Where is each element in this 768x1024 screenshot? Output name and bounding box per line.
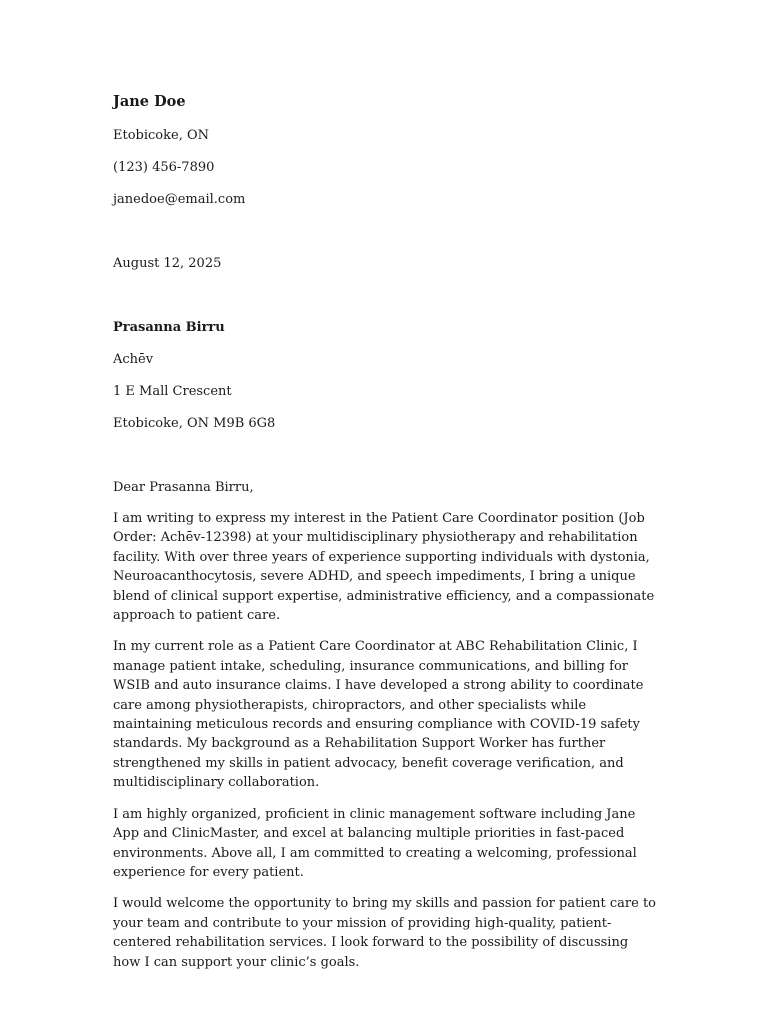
letter-date: August 12, 2025 (113, 256, 222, 271)
recipient-city: Etobicoke, ON M9B 6G8 (113, 416, 276, 431)
body-paragraph: In my current role as a Patient Care Coordinator at ABC Rehabilitation Clinic, I manage patient intake, scheduling, insurance communications, and billing for WSIB and auto insurance claims. I have developed a strong ability to coordinate care among physiotherapists, chiropractors, and other specialists while maintaining meticulous records and ensuring compliance with COVID-19 safety standards. My background as a Rehabilitation Support Worker has further strengthened my skills in patient advocacy, benefit coverage verification, and multidisciplinary collaboration. (113, 639, 644, 791)
sender-block (113, 88, 658, 209)
recipient-block (113, 318, 658, 433)
body-paragraph: I would welcome the opportunity to bring my skills and passion for patient care to your team and contribute to your mission of providing high-quality, patient-centered rehabilitation services. I look forward to the possibility of discussing how I can support your clinic’s goals. (113, 896, 657, 970)
letter-body (113, 509, 658, 972)
body-paragraph: I am writing to express my interest in the Patient Care Coordinator position (Job Order: Achēv-12398) at your multidisciplinary physiotherapy and rehabilitation facility. With over three years of experience supporting individuals with dystonia, Neuroacanthocytosis, severe ADHD, and speech impediments, I bring a unique blend of clinical support expertise, administrative efficiency, and a compassionate approach to patient care. (113, 511, 655, 624)
body-paragraph: I am highly organized, proficient in clinic management software including Jane App and ClinicMaster, and excel at balancing multiple priorities in fast-paced environments. Above all, I am committed to creating a welcoming, professional experience for every patient. (113, 806, 637, 880)
recipient-street: 1 E Mall Crescent (113, 384, 232, 399)
sender-name: Jane Doe (113, 93, 186, 110)
sender-email: janedoe@email.com (113, 192, 246, 207)
salutation: Dear Prasanna Birru, (113, 480, 254, 495)
recipient-organization: Achēv (113, 352, 154, 367)
sender-phone: (123) 456-7890 (113, 160, 215, 175)
sender-city: Etobicoke, ON (113, 128, 209, 143)
recipient-name: Prasanna Birru (113, 320, 225, 335)
cover-letter-page (113, 88, 658, 972)
